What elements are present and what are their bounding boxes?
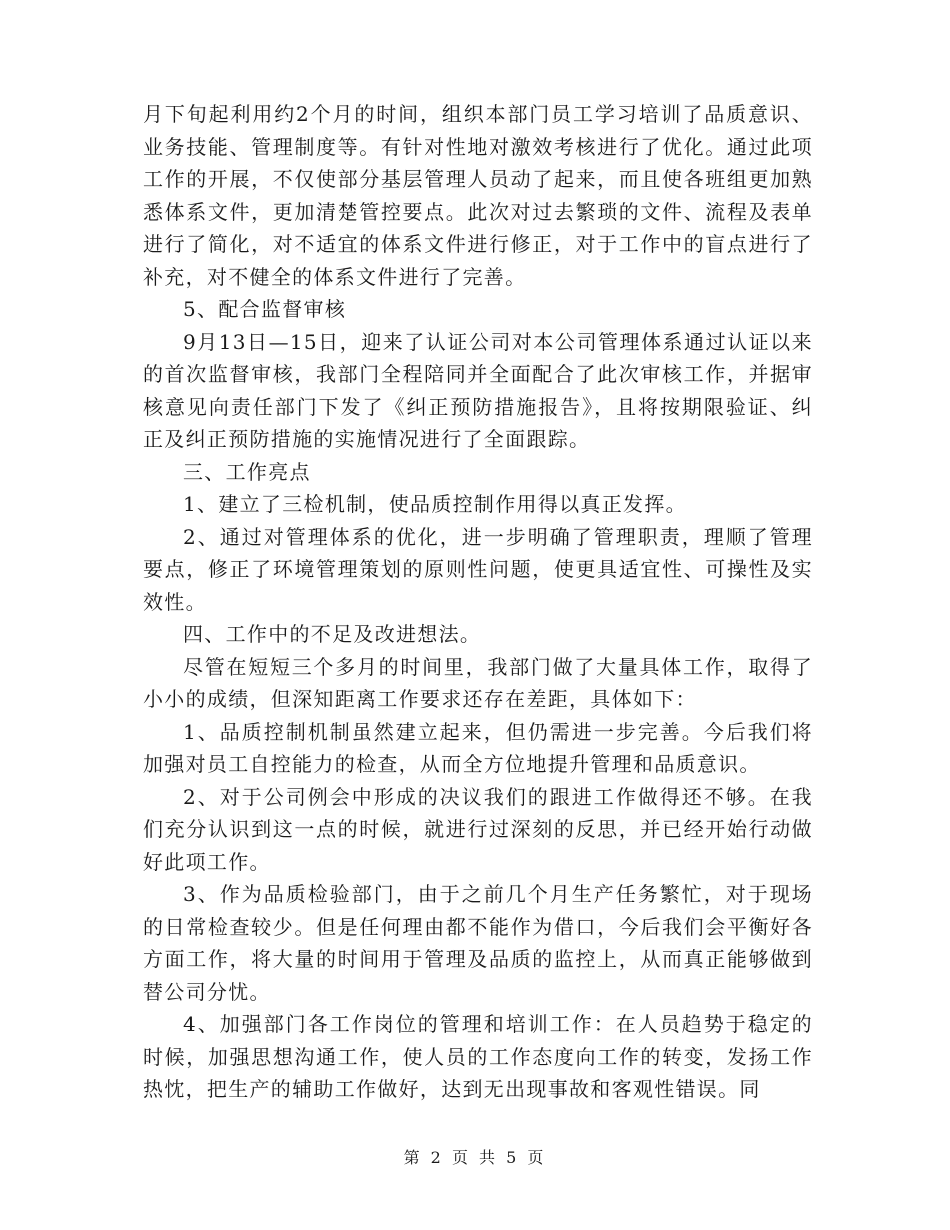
list-item: 2、通过对管理体系的优化，进一步明确了管理职责，理顺了管理要点，修正了环境管理策划的原则性问题，使更具适宜性、可操性及实效性。 (143, 524, 813, 614)
list-item: 3、作为品质检验部门，由于之前几个月生产任务繁忙，对于现场的日常检查较少。但是任何理由都不能作为借口，今后我们会平衡好各方面工作，将大量的时间用于管理及品质的监控上，从而真正能够做到替公司分忧。 (143, 882, 813, 1004)
list-item: 2、对于公司例会中形成的决议我们的跟进工作做得还不够。在我们充分认识到这一点的时候，就进行过深刻的反思，并已经开始行动做好此项工作。 (143, 784, 813, 874)
section-subheading: 5、配合监督审核 (183, 297, 347, 321)
paragraph: 尽管在短短三个多月的时间里，我部门做了大量具体工作，取得了小小的成绩，但深知距离工作要求还存在差距，具体如下： (143, 654, 813, 711)
section-heading: 四、工作中的不足及改进想法。 (183, 622, 482, 646)
section-heading: 三、工作亮点 (183, 459, 311, 484)
paragraph: 月下旬起利用约2个月的时间，组织本部门员工学习培训了品质意识、业务技能、管理制度等。有针对性地对激效考核进行了优化。通过此项工作的开展，不仅使部分基层管理人员动了起来，而且使各班组更加熟悉体系文件，更加清楚管控要点。此次对过去繁琐的文件、流程及表单进行了简化，对不适宜的体系文件进行修正，对于工作中的盲点进行了补充，对不健全的体系文件进行了完善。 (143, 102, 813, 289)
list-item: 1、建立了三检机制，使品质控制作用得以真正发挥。 (183, 492, 687, 516)
list-item: 4、加强部门各工作岗位的管理和培训工作：在人员趋势于稳定的时候，加强思想沟通工作，使人员的工作态度向工作的转变，发扬工作热忱，把生产的辅助工作做好，达到无出现事故和客观性错误。同 (143, 1012, 813, 1101)
page-number-footer: 第 2 页 共 5 页 (403, 1148, 547, 1167)
list-item: 1、品质控制机制虽然建立起来，但仍需进一步完善。今后我们将加强对员工自控能力的检查，从而全方位地提升管理和品质意识。 (143, 719, 813, 776)
paragraph: 9月13日—15日，迎来了认证公司对本公司管理体系通过认证以来的首次监督审核，我部门全程陪同并全面配合了此次审核工作，并据审核意见向责任部门下发了《纠正预防措施报告》，且将按期限验证、纠正及纠正预防措施的实施情况进行了全面跟踪。 (143, 329, 813, 451)
document-body (143, 98, 813, 1106)
